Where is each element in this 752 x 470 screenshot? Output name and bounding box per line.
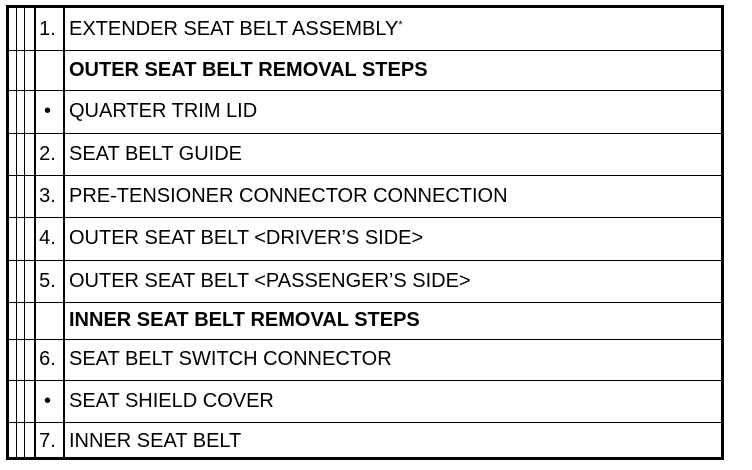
table-row [9,380,721,423]
step-text: OUTER SEAT BELT <DRIVER’S SIDE> [69,227,424,249]
step-number: • [43,389,51,412]
step-description [69,217,423,260]
step-text: OUTER SEAT BELT <PASSENGER’S SIDE> [69,269,471,292]
table-row [9,90,721,134]
step-description [69,90,257,133]
step-number: 6. [39,348,56,370]
step-text: SEAT BELT GUIDE [69,142,243,165]
table-row [9,175,721,218]
step-text: INNER SEAT BELT [69,429,242,452]
section-heading-row [9,50,721,91]
footnote-mark: * [398,19,403,31]
step-number: • [43,100,51,122]
step-number: 2. [39,142,56,165]
table-row [9,8,721,51]
step-number: 4. [39,227,56,249]
step-text: PRE-TENSIONER CONNECTOR CONNECTION [69,184,508,207]
step-number: 7. [39,429,56,452]
step-description [69,422,241,460]
step-description [69,175,508,217]
step-number: 5. [39,269,56,292]
step-description [69,8,403,50]
table-row [9,133,721,176]
step-text: INNER SEAT BELT REMOVAL STEPS [69,309,420,331]
step-number [31,50,64,90]
step-number: 1. [39,17,56,40]
step-text: EXTENDER SEAT BELT ASSEMBLY [69,17,399,40]
step-text: OUTER SEAT BELT REMOVAL STEPS [69,58,428,81]
step-text: SEAT BELT SWITCH CONNECTOR [69,348,392,370]
step-number: 3. [39,184,56,207]
table-row [9,217,721,261]
table-row [9,339,721,381]
section-heading-row [9,302,721,340]
step-description [69,133,242,175]
table-row [9,422,721,460]
step-description [69,380,274,422]
table-row [9,260,721,303]
parts-table [6,5,724,460]
step-text: QUARTER TRIM LID [69,100,258,122]
step-number [31,302,64,339]
step-description [69,339,392,380]
section-heading [69,302,420,339]
section-heading [69,50,428,90]
step-text: SEAT SHIELD COVER [69,389,274,412]
step-description [69,260,471,302]
